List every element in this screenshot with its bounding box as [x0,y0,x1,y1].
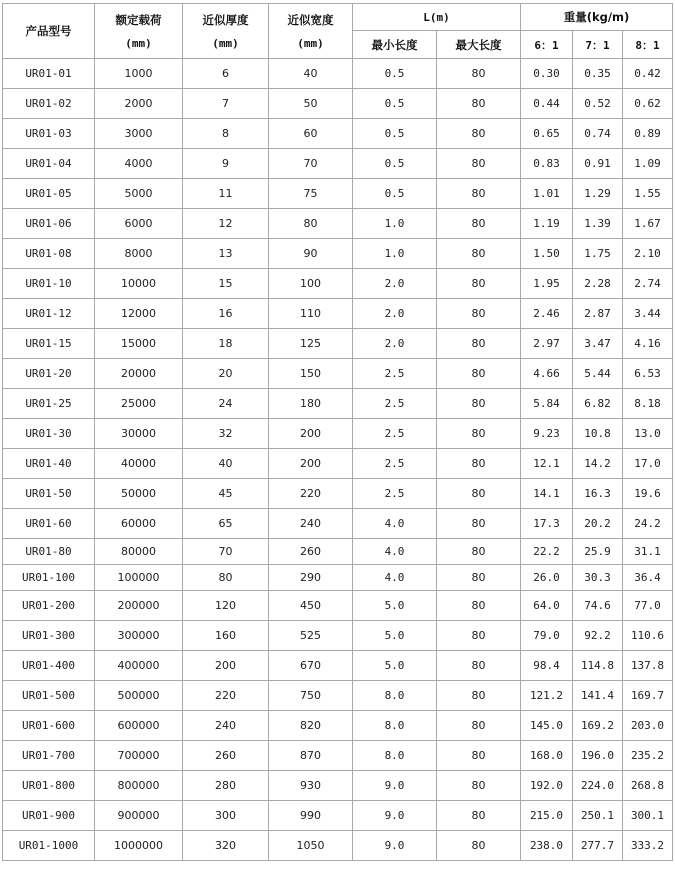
cell-weight-8: 169.7 [623,681,673,711]
cell-width: 990 [269,801,353,831]
table-row [3,239,673,269]
cell-min-length: 2.5 [353,479,437,509]
cell-weight-7: 16.3 [573,479,623,509]
cell-model: UR01-25 [3,389,95,419]
table-row [3,359,673,389]
cell-weight-7: 169.2 [573,711,623,741]
cell-weight-7: 0.52 [573,89,623,119]
cell-max-length: 80 [437,329,521,359]
table-row [3,479,673,509]
cell-weight-8: 2.74 [623,269,673,299]
cell-weight-7: 196.0 [573,741,623,771]
cell-weight-6: 1.19 [521,209,573,239]
cell-thickness: 20 [183,359,269,389]
cell-weight-7: 30.3 [573,565,623,591]
cell-weight-8: 0.89 [623,119,673,149]
table-row [3,449,673,479]
cell-weight-8: 77.0 [623,591,673,621]
cell-weight-6: 1.01 [521,179,573,209]
cell-min-length: 9.0 [353,801,437,831]
table-row [3,149,673,179]
cell-rated-load: 6000 [95,209,183,239]
cell-thickness: 220 [183,681,269,711]
table-row [3,539,673,565]
cell-min-length: 2.5 [353,359,437,389]
cell-thickness: 260 [183,741,269,771]
cell-width: 75 [269,179,353,209]
cell-weight-8: 235.2 [623,741,673,771]
header-length: L(m) [353,4,521,31]
cell-model: UR01-12 [3,299,95,329]
cell-model: UR01-300 [3,621,95,651]
table-row [3,801,673,831]
cell-min-length: 9.0 [353,771,437,801]
cell-max-length: 80 [437,239,521,269]
cell-model: UR01-60 [3,509,95,539]
table-row [3,831,673,861]
cell-weight-6: 0.30 [521,59,573,89]
cell-max-length: 80 [437,539,521,565]
cell-max-length: 80 [437,651,521,681]
table-row [3,119,673,149]
table-row [3,651,673,681]
cell-thickness: 8 [183,119,269,149]
cell-weight-6: 145.0 [521,711,573,741]
cell-weight-8: 1.09 [623,149,673,179]
cell-rated-load: 2000 [95,89,183,119]
cell-thickness: 13 [183,239,269,269]
cell-weight-8: 0.42 [623,59,673,89]
cell-width: 1050 [269,831,353,861]
cell-max-length: 80 [437,119,521,149]
table-row [3,681,673,711]
cell-width: 110 [269,299,353,329]
cell-weight-6: 12.1 [521,449,573,479]
cell-model: UR01-01 [3,59,95,89]
header-model: 产品型号 [3,4,95,59]
cell-min-length: 2.5 [353,419,437,449]
cell-weight-7: 6.82 [573,389,623,419]
cell-weight-8: 36.4 [623,565,673,591]
cell-max-length: 80 [437,359,521,389]
cell-rated-load: 12000 [95,299,183,329]
cell-min-length: 1.0 [353,239,437,269]
cell-rated-load: 30000 [95,419,183,449]
cell-min-length: 2.5 [353,449,437,479]
header-rated-load: 额定载荷 (mm) [95,4,183,59]
cell-width: 80 [269,209,353,239]
cell-thickness: 45 [183,479,269,509]
cell-thickness: 300 [183,801,269,831]
cell-min-length: 8.0 [353,711,437,741]
cell-width: 930 [269,771,353,801]
cell-weight-8: 4.16 [623,329,673,359]
cell-rated-load: 25000 [95,389,183,419]
cell-max-length: 80 [437,741,521,771]
table-row [3,329,673,359]
cell-weight-6: 26.0 [521,565,573,591]
spec-table-container [2,3,673,861]
cell-thickness: 240 [183,711,269,741]
cell-min-length: 0.5 [353,179,437,209]
cell-weight-7: 1.29 [573,179,623,209]
cell-width: 260 [269,539,353,565]
cell-rated-load: 5000 [95,179,183,209]
cell-rated-load: 200000 [95,591,183,621]
spec-table [2,3,673,861]
table-row [3,565,673,591]
cell-width: 70 [269,149,353,179]
table-header [3,4,673,59]
cell-model: UR01-900 [3,801,95,831]
cell-model: UR01-600 [3,711,95,741]
cell-weight-6: 9.23 [521,419,573,449]
cell-min-length: 2.0 [353,329,437,359]
cell-weight-8: 13.0 [623,419,673,449]
cell-rated-load: 4000 [95,149,183,179]
cell-weight-7: 3.47 [573,329,623,359]
cell-model: UR01-800 [3,771,95,801]
cell-weight-7: 1.75 [573,239,623,269]
cell-width: 450 [269,591,353,621]
cell-weight-6: 22.2 [521,539,573,565]
cell-weight-8: 2.10 [623,239,673,269]
cell-weight-7: 14.2 [573,449,623,479]
cell-thickness: 280 [183,771,269,801]
cell-thickness: 120 [183,591,269,621]
cell-weight-6: 14.1 [521,479,573,509]
table-row [3,419,673,449]
cell-weight-6: 4.66 [521,359,573,389]
cell-weight-6: 215.0 [521,801,573,831]
cell-weight-8: 1.67 [623,209,673,239]
cell-min-length: 1.0 [353,209,437,239]
cell-weight-8: 19.6 [623,479,673,509]
cell-model: UR01-50 [3,479,95,509]
cell-thickness: 200 [183,651,269,681]
cell-max-length: 80 [437,479,521,509]
cell-model: UR01-30 [3,419,95,449]
cell-max-length: 80 [437,771,521,801]
cell-max-length: 80 [437,711,521,741]
cell-weight-7: 114.8 [573,651,623,681]
cell-weight-6: 2.97 [521,329,573,359]
cell-rated-load: 900000 [95,801,183,831]
cell-width: 180 [269,389,353,419]
cell-min-length: 0.5 [353,119,437,149]
cell-weight-8: 268.8 [623,771,673,801]
cell-weight-7: 20.2 [573,509,623,539]
cell-weight-6: 121.2 [521,681,573,711]
cell-width: 90 [269,239,353,269]
cell-weight-7: 0.35 [573,59,623,89]
cell-rated-load: 300000 [95,621,183,651]
cell-weight-6: 168.0 [521,741,573,771]
cell-model: UR01-1000 [3,831,95,861]
header-weight: 重量(kg/m) [521,4,673,31]
table-row [3,179,673,209]
cell-weight-8: 31.1 [623,539,673,565]
cell-max-length: 80 [437,831,521,861]
cell-model: UR01-700 [3,741,95,771]
cell-rated-load: 3000 [95,119,183,149]
cell-weight-6: 0.44 [521,89,573,119]
cell-thickness: 320 [183,831,269,861]
cell-thickness: 65 [183,509,269,539]
cell-min-length: 2.0 [353,299,437,329]
cell-weight-8: 17.0 [623,449,673,479]
cell-width: 40 [269,59,353,89]
cell-rated-load: 10000 [95,269,183,299]
cell-weight-8: 110.6 [623,621,673,651]
cell-thickness: 18 [183,329,269,359]
cell-max-length: 80 [437,681,521,711]
cell-rated-load: 1000000 [95,831,183,861]
cell-rated-load: 400000 [95,651,183,681]
cell-width: 200 [269,449,353,479]
cell-weight-8: 1.55 [623,179,673,209]
cell-weight-6: 64.0 [521,591,573,621]
cell-max-length: 80 [437,419,521,449]
cell-max-length: 80 [437,149,521,179]
cell-thickness: 7 [183,89,269,119]
cell-weight-6: 1.95 [521,269,573,299]
cell-min-length: 5.0 [353,591,437,621]
table-row [3,621,673,651]
cell-weight-6: 2.46 [521,299,573,329]
header-ratio-7: 7：1 [573,31,623,59]
cell-max-length: 80 [437,621,521,651]
cell-thickness: 24 [183,389,269,419]
cell-weight-7: 224.0 [573,771,623,801]
cell-width: 525 [269,621,353,651]
table-row [3,509,673,539]
cell-model: UR01-40 [3,449,95,479]
cell-weight-6: 98.4 [521,651,573,681]
cell-width: 100 [269,269,353,299]
cell-width: 290 [269,565,353,591]
table-row [3,299,673,329]
cell-rated-load: 500000 [95,681,183,711]
header-max-length: 最大长度 [437,31,521,59]
cell-min-length: 9.0 [353,831,437,861]
table-row [3,389,673,419]
cell-model: UR01-400 [3,651,95,681]
cell-weight-8: 137.8 [623,651,673,681]
cell-rated-load: 1000 [95,59,183,89]
cell-model: UR01-10 [3,269,95,299]
cell-thickness: 32 [183,419,269,449]
cell-weight-7: 0.91 [573,149,623,179]
cell-min-length: 5.0 [353,621,437,651]
cell-min-length: 0.5 [353,59,437,89]
cell-rated-load: 8000 [95,239,183,269]
cell-weight-7: 0.74 [573,119,623,149]
header-thickness-unit: (mm) [212,37,239,50]
cell-thickness: 6 [183,59,269,89]
cell-rated-load: 700000 [95,741,183,771]
cell-model: UR01-05 [3,179,95,209]
cell-weight-7: 25.9 [573,539,623,565]
cell-rated-load: 40000 [95,449,183,479]
cell-width: 240 [269,509,353,539]
cell-width: 870 [269,741,353,771]
cell-model: UR01-06 [3,209,95,239]
cell-max-length: 80 [437,299,521,329]
cell-model: UR01-200 [3,591,95,621]
cell-min-length: 4.0 [353,539,437,565]
cell-thickness: 160 [183,621,269,651]
cell-width: 125 [269,329,353,359]
table-row [3,741,673,771]
cell-thickness: 70 [183,539,269,565]
cell-rated-load: 800000 [95,771,183,801]
cell-width: 60 [269,119,353,149]
cell-min-length: 0.5 [353,149,437,179]
cell-min-length: 0.5 [353,89,437,119]
cell-min-length: 4.0 [353,509,437,539]
cell-weight-6: 5.84 [521,389,573,419]
cell-weight-7: 277.7 [573,831,623,861]
cell-weight-6: 17.3 [521,509,573,539]
cell-weight-7: 2.28 [573,269,623,299]
cell-min-length: 5.0 [353,651,437,681]
header-width-unit: (mm) [297,37,324,50]
cell-weight-8: 8.18 [623,389,673,419]
cell-weight-7: 2.87 [573,299,623,329]
cell-max-length: 80 [437,591,521,621]
cell-min-length: 8.0 [353,741,437,771]
cell-thickness: 80 [183,565,269,591]
cell-model: UR01-08 [3,239,95,269]
cell-thickness: 11 [183,179,269,209]
cell-weight-8: 6.53 [623,359,673,389]
cell-width: 750 [269,681,353,711]
cell-max-length: 80 [437,449,521,479]
cell-model: UR01-20 [3,359,95,389]
cell-max-length: 80 [437,565,521,591]
cell-thickness: 16 [183,299,269,329]
cell-max-length: 80 [437,59,521,89]
cell-weight-7: 92.2 [573,621,623,651]
cell-max-length: 80 [437,209,521,239]
cell-weight-8: 300.1 [623,801,673,831]
cell-max-length: 80 [437,89,521,119]
cell-max-length: 80 [437,801,521,831]
cell-model: UR01-500 [3,681,95,711]
cell-min-length: 2.0 [353,269,437,299]
cell-min-length: 8.0 [353,681,437,711]
cell-weight-6: 0.83 [521,149,573,179]
cell-width: 820 [269,711,353,741]
cell-rated-load: 20000 [95,359,183,389]
header-thickness: 近似厚度 (mm) [183,4,269,59]
cell-max-length: 80 [437,179,521,209]
cell-rated-load: 50000 [95,479,183,509]
cell-width: 150 [269,359,353,389]
header-width: 近似宽度 (mm) [269,4,353,59]
cell-width: 50 [269,89,353,119]
cell-weight-6: 1.50 [521,239,573,269]
cell-weight-6: 238.0 [521,831,573,861]
cell-min-length: 4.0 [353,565,437,591]
cell-model: UR01-15 [3,329,95,359]
cell-weight-8: 3.44 [623,299,673,329]
cell-weight-7: 1.39 [573,209,623,239]
cell-rated-load: 60000 [95,509,183,539]
cell-width: 200 [269,419,353,449]
table-body [3,59,673,861]
cell-rated-load: 15000 [95,329,183,359]
table-row [3,269,673,299]
cell-weight-7: 141.4 [573,681,623,711]
cell-max-length: 80 [437,269,521,299]
header-min-length: 最小长度 [353,31,437,59]
cell-model: UR01-100 [3,565,95,591]
cell-thickness: 12 [183,209,269,239]
header-ratio-8: 8：1 [623,31,673,59]
cell-weight-8: 203.0 [623,711,673,741]
cell-min-length: 2.5 [353,389,437,419]
cell-weight-7: 74.6 [573,591,623,621]
table-row [3,89,673,119]
cell-weight-7: 10.8 [573,419,623,449]
cell-max-length: 80 [437,389,521,419]
cell-width: 220 [269,479,353,509]
cell-width: 670 [269,651,353,681]
cell-weight-8: 0.62 [623,89,673,119]
table-row [3,59,673,89]
header-rated-load-unit: (mm) [125,37,152,50]
cell-model: UR01-02 [3,89,95,119]
cell-model: UR01-03 [3,119,95,149]
cell-weight-7: 5.44 [573,359,623,389]
table-row [3,771,673,801]
table-row [3,209,673,239]
cell-weight-6: 79.0 [521,621,573,651]
cell-model: UR01-04 [3,149,95,179]
cell-rated-load: 600000 [95,711,183,741]
cell-weight-6: 192.0 [521,771,573,801]
cell-max-length: 80 [437,509,521,539]
cell-thickness: 40 [183,449,269,479]
table-row [3,711,673,741]
cell-weight-8: 333.2 [623,831,673,861]
cell-thickness: 9 [183,149,269,179]
header-ratio-6: 6：1 [521,31,573,59]
cell-weight-6: 0.65 [521,119,573,149]
cell-rated-load: 80000 [95,539,183,565]
cell-thickness: 15 [183,269,269,299]
cell-weight-8: 24.2 [623,509,673,539]
cell-weight-7: 250.1 [573,801,623,831]
table-row [3,591,673,621]
cell-rated-load: 100000 [95,565,183,591]
cell-model: UR01-80 [3,539,95,565]
